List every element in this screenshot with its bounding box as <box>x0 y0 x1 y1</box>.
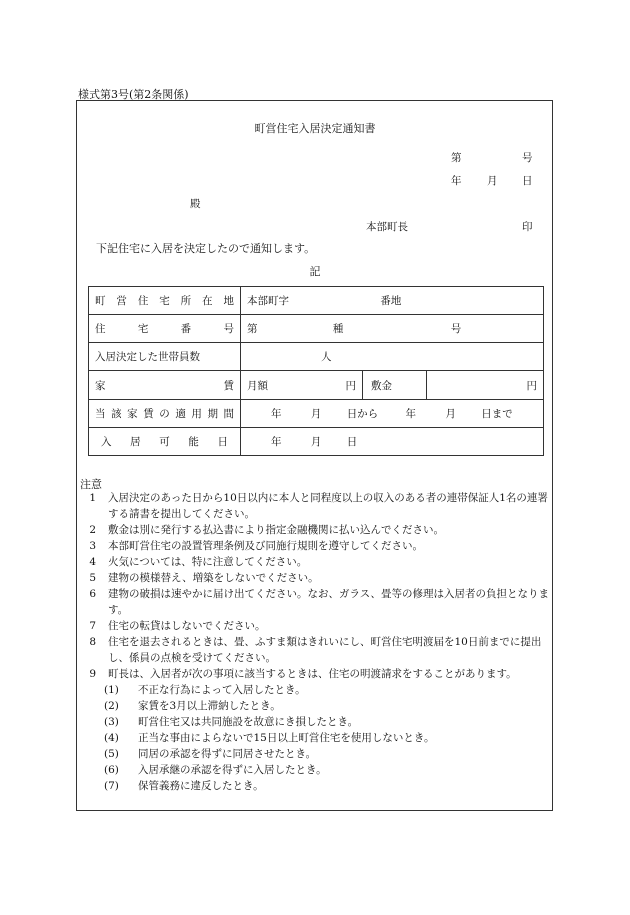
sub-note-number: (4) <box>104 732 119 744</box>
sub-note-text: 正当な事由によらないで15日以上町営住宅を使用しないとき。 <box>138 732 435 744</box>
label-char: 賃 <box>143 408 154 420</box>
sub-note-number: (6) <box>104 764 119 776</box>
label-char: 適 <box>175 408 186 420</box>
date-month: 月 <box>487 175 498 187</box>
label-char: 番 <box>180 323 192 335</box>
label-char: 在 <box>202 295 213 307</box>
label-rent <box>95 378 234 393</box>
period-month2: 月 <box>445 408 456 420</box>
label-char: 宅 <box>137 323 149 335</box>
location-banchi: 番地 <box>380 295 402 307</box>
note-text: 町長は、入居者が次の事項に該当するときは、住宅の明渡請求をすることがあります。 <box>108 668 517 680</box>
label-char: 地 <box>223 295 234 307</box>
note-number: 8 <box>89 636 96 648</box>
sub-note-text: 町営住宅又は共同施設を故意にき損したとき。 <box>138 716 359 728</box>
note-text: 住宅の転貸はしないでください。 <box>108 620 266 632</box>
note-number: 1 <box>89 492 96 504</box>
seal-mark: 印 <box>522 221 533 233</box>
note-item <box>84 666 550 682</box>
label-char: の <box>159 408 170 420</box>
table-row-movein <box>89 428 544 456</box>
label-char: 日 <box>217 436 228 448</box>
label-char: 所 <box>180 295 192 307</box>
sub-note-number: (3) <box>104 716 119 728</box>
ki-heading: 記 <box>309 265 321 278</box>
label-char: 期 <box>207 408 218 420</box>
period-year1: 年 <box>271 408 282 420</box>
sub-note-text: 同居の承認を得ずに同居させたとき。 <box>138 748 317 760</box>
date-day: 日 <box>522 175 533 187</box>
note-text: 本部町営住宅の設置管理条例及び同施行規則を遵守してください。 <box>108 540 423 552</box>
note-text: 住宅を退去されるときは、畳、ふすま類はきれいにし、町営住宅明渡届を10日前までに提出し、係員の点検を受けてください。 <box>108 636 542 664</box>
rent-monthly: 月額 <box>247 379 268 392</box>
sub-note-text: 入居承継の承認を得ずに入居したとき。 <box>138 764 327 776</box>
table-row-period <box>89 400 544 428</box>
period-from: 日から <box>346 408 379 420</box>
label-char: 賃 <box>223 379 234 392</box>
label-char: 入 <box>101 436 112 448</box>
note-text: 入居決定のあった日から10日以内に本人と同程度以上の収入のある者の連帯保証人1名の連署する請書を提出してください。 <box>108 492 548 520</box>
period-month1: 月 <box>310 408 322 420</box>
number-go: 号 <box>522 152 533 164</box>
date-year: 年 <box>451 175 462 187</box>
label-char: 住 <box>137 295 149 307</box>
note-item <box>84 570 550 586</box>
note-item <box>84 554 550 570</box>
sub-note-text: 家賃を3月以上滞納したとき。 <box>138 700 281 712</box>
deposit-yen: 円 <box>526 379 537 392</box>
deposit-label: 敷金 <box>371 379 392 392</box>
label-char: 家 <box>95 379 106 392</box>
label-location <box>95 293 234 308</box>
label-char: 用 <box>191 408 202 420</box>
label-char: 宅 <box>159 295 170 307</box>
table-row-rent <box>89 371 544 400</box>
location-aza: 本部町字 <box>247 295 289 307</box>
sub-note-text: 不正な行為によって入居したとき。 <box>138 684 306 696</box>
note-item <box>84 538 550 554</box>
movein-month: 月 <box>310 436 322 448</box>
sub-note-item <box>104 714 550 730</box>
note-text: 火気については、特に注意してください。 <box>108 556 308 568</box>
note-item <box>84 490 550 522</box>
period-until: 日まで <box>481 408 513 420</box>
label-char: 当 <box>95 408 106 420</box>
label-char: 号 <box>223 323 234 335</box>
notes-title: 注意 <box>80 478 102 491</box>
house-dai: 第 <box>247 323 258 335</box>
note-item <box>84 522 550 538</box>
note-item <box>84 586 550 618</box>
issuer-mayor: 本部町長 <box>366 221 408 233</box>
note-item <box>84 618 550 634</box>
label-char: 住 <box>95 323 106 335</box>
movein-year: 年 <box>271 436 282 448</box>
house-shu: 種 <box>332 323 344 335</box>
sub-note-text: 保管義務に違反したとき。 <box>138 780 264 792</box>
label-char: 能 <box>188 436 199 448</box>
label-char: 家 <box>127 408 138 420</box>
number-dai: 第 <box>451 152 462 164</box>
note-text: 建物の破損は速やかに届け出てください。なお、ガラス、畳等の修理は入居者の負担となります。 <box>108 588 549 616</box>
note-item <box>84 634 550 666</box>
sub-note-number: (1) <box>104 684 119 696</box>
form-reference: 様式第3号(第2条関係) <box>78 88 189 101</box>
label-char: 居 <box>130 436 141 448</box>
note-number: 2 <box>89 524 96 536</box>
notes-list <box>84 490 550 794</box>
period-year2: 年 <box>405 408 417 420</box>
label-char: 間 <box>223 408 234 420</box>
rent-yen: 円 <box>345 379 356 392</box>
info-table <box>88 286 544 456</box>
label-movein <box>95 434 234 449</box>
label-char: 可 <box>159 436 170 448</box>
sub-note-number: (2) <box>104 700 119 712</box>
sub-note-item <box>104 730 550 746</box>
note-text: 敷金は別に発行する払込書により指定金融機関に払い込んでください。 <box>108 524 444 536</box>
notice-text: 下記住宅に入居を決定したので通知します。 <box>96 242 316 255</box>
sub-note-item <box>104 746 550 762</box>
sub-note-number: (5) <box>104 748 119 760</box>
sub-note-number: (7) <box>104 780 119 792</box>
table-row-household <box>89 343 544 371</box>
sub-note-item <box>104 778 550 794</box>
household-nin: 人 <box>321 351 332 363</box>
note-number: 5 <box>89 572 96 584</box>
label-household: 入居決定した世帯員数 <box>95 351 200 363</box>
table-row-house-number <box>89 315 544 343</box>
note-number: 7 <box>89 620 96 632</box>
note-number: 6 <box>89 588 96 600</box>
sub-note-item <box>104 762 550 778</box>
document-title: 町営住宅入居決定通知書 <box>254 122 376 135</box>
label-char: 該 <box>111 408 122 420</box>
sub-note-item <box>104 682 550 698</box>
label-period <box>95 406 234 421</box>
table-row-location <box>89 287 544 315</box>
sub-note-item <box>104 698 550 714</box>
label-house-number <box>95 321 234 336</box>
label-char: 営 <box>116 295 127 307</box>
house-go: 号 <box>450 323 462 335</box>
addressee-dono: 殿 <box>190 198 201 210</box>
note-number: 4 <box>89 556 96 568</box>
movein-day: 日 <box>346 436 358 448</box>
note-number: 3 <box>89 540 96 552</box>
note-number: 9 <box>89 668 96 680</box>
label-char: 町 <box>95 295 106 307</box>
note-text: 建物の模様替え、増築をしないでください。 <box>108 572 319 584</box>
